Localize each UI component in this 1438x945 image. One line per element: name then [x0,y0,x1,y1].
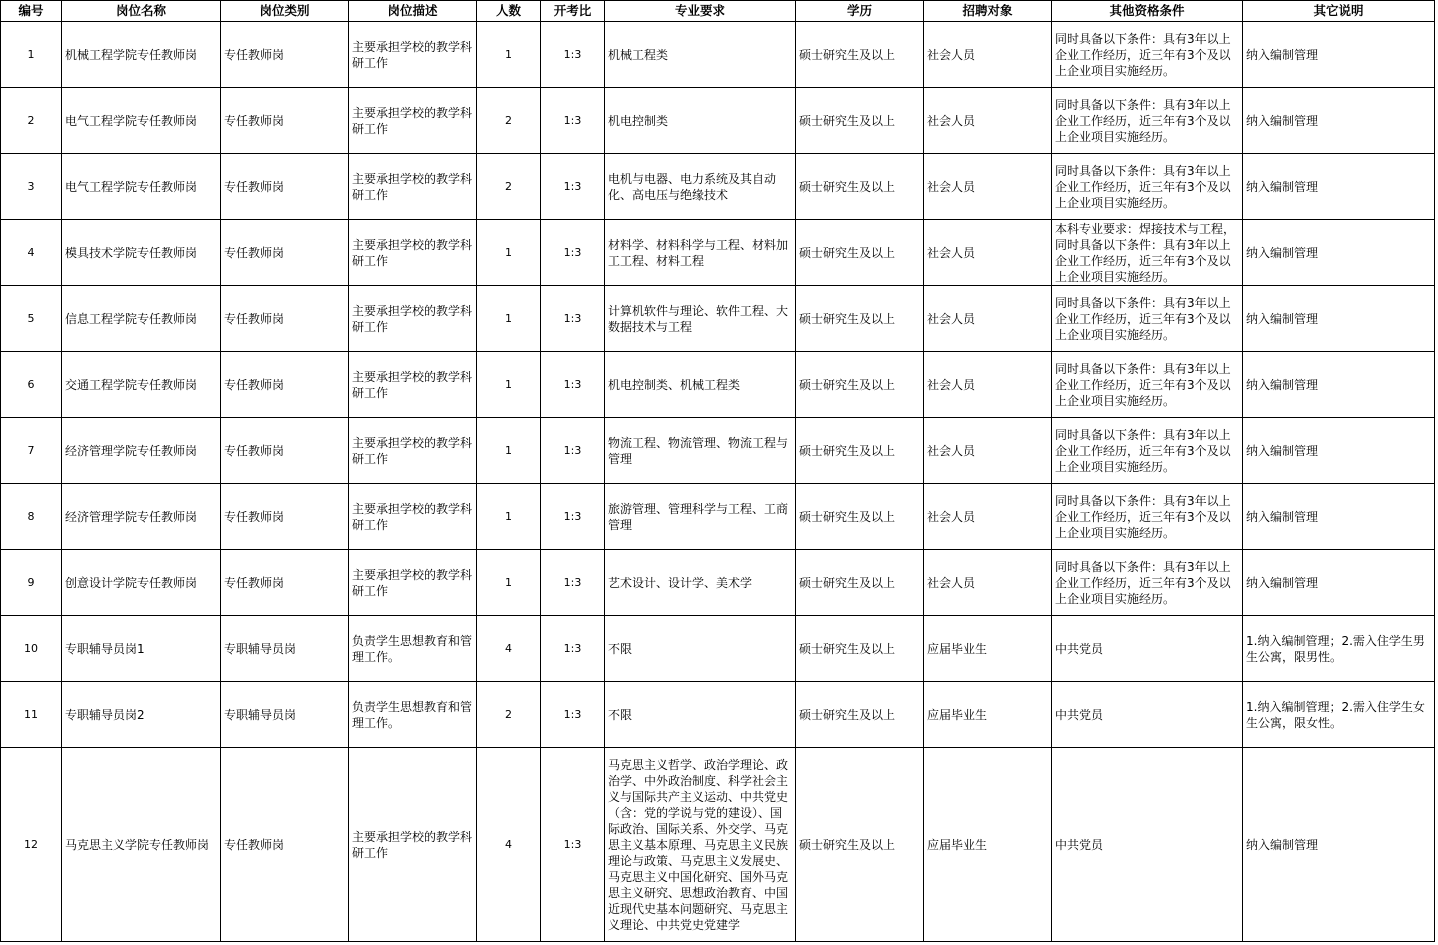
cell-count: 2 [477,154,541,220]
cell-count: 1 [477,352,541,418]
cell-education: 硕士研究生及以上 [796,154,924,220]
cell-position-type: 专任教师岗 [221,484,349,550]
cell-description: 主要承担学校的教学科研工作 [349,418,477,484]
cell-exam-ratio: 1:3 [541,22,605,88]
cell-id: 1 [1,22,62,88]
cell-education: 硕士研究生及以上 [796,484,924,550]
cell-position-name: 马克思主义学院专任教师岗 [62,748,221,942]
cell-position-type: 专任教师岗 [221,22,349,88]
cell-position-type: 专任教师岗 [221,352,349,418]
cell-qualifications: 同时具备以下条件：具有3年以上企业工作经历，近三年有3个及以上企业项目实施经历。 [1052,352,1243,418]
cell-description: 主要承担学校的教学科研工作 [349,352,477,418]
cell-position-name: 专职辅导员岗2 [62,682,221,748]
cell-id: 12 [1,748,62,942]
header-count: 人数 [477,1,541,22]
table-row [1,550,1435,616]
cell-count: 2 [477,682,541,748]
cell-target: 社会人员 [924,88,1052,154]
cell-exam-ratio: 1:3 [541,616,605,682]
cell-position-name: 创意设计学院专任教师岗 [62,550,221,616]
table-row [1,748,1435,942]
cell-exam-ratio: 1:3 [541,682,605,748]
cell-position-type: 专任教师岗 [221,88,349,154]
cell-count: 4 [477,616,541,682]
cell-qualifications: 同时具备以下条件：具有3年以上企业工作经历，近三年有3个及以上企业项目实施经历。 [1052,550,1243,616]
cell-id: 7 [1,418,62,484]
cell-exam-ratio: 1:3 [541,88,605,154]
cell-major: 电机与电器、电力系统及其自动化、高电压与绝缘技术 [605,154,796,220]
cell-notes: 纳入编制管理 [1243,484,1435,550]
cell-id: 10 [1,616,62,682]
table-body [1,22,1435,942]
cell-exam-ratio: 1:3 [541,220,605,286]
cell-description: 主要承担学校的教学科研工作 [349,484,477,550]
cell-id: 8 [1,484,62,550]
cell-qualifications: 中共党员 [1052,682,1243,748]
cell-education: 硕士研究生及以上 [796,682,924,748]
cell-notes: 1.纳入编制管理；2.需入住学生女生公寓，限女性。 [1243,682,1435,748]
cell-target: 社会人员 [924,418,1052,484]
footer-note [0,940,1438,945]
header-exam-ratio: 开考比 [541,1,605,22]
cell-target: 社会人员 [924,220,1052,286]
cell-position-type: 专任教师岗 [221,418,349,484]
header-education: 学历 [796,1,924,22]
table-row [1,616,1435,682]
cell-notes: 纳入编制管理 [1243,286,1435,352]
cell-position-name: 专职辅导员岗1 [62,616,221,682]
cell-qualifications: 同时具备以下条件：具有3年以上企业工作经历，近三年有3个及以上企业项目实施经历。 [1052,154,1243,220]
cell-position-type: 专任教师岗 [221,286,349,352]
header-major: 专业要求 [605,1,796,22]
cell-education: 硕士研究生及以上 [796,22,924,88]
cell-position-name: 模具技术学院专任教师岗 [62,220,221,286]
cell-major: 机械工程类 [605,22,796,88]
cell-education: 硕士研究生及以上 [796,616,924,682]
cell-major: 艺术设计、设计学、美术学 [605,550,796,616]
table-row [1,418,1435,484]
cell-count: 1 [477,418,541,484]
cell-description: 主要承担学校的教学科研工作 [349,550,477,616]
cell-description: 主要承担学校的教学科研工作 [349,88,477,154]
cell-qualifications: 本科专业要求：焊接技术与工程，同时具备以下条件：具有3年以上企业工作经历，近三年有3个及以上企业项目实施经历。 [1052,220,1243,286]
cell-education: 硕士研究生及以上 [796,418,924,484]
cell-qualifications: 同时具备以下条件：具有3年以上企业工作经历，近三年有3个及以上企业项目实施经历。 [1052,22,1243,88]
cell-major: 旅游管理、管理科学与工程、工商管理 [605,484,796,550]
cell-exam-ratio: 1:3 [541,550,605,616]
cell-target: 社会人员 [924,154,1052,220]
cell-notes: 纳入编制管理 [1243,352,1435,418]
cell-count: 1 [477,286,541,352]
header-position-type: 岗位类别 [221,1,349,22]
table-row [1,88,1435,154]
cell-exam-ratio: 1:3 [541,154,605,220]
cell-position-name: 信息工程学院专任教师岗 [62,286,221,352]
cell-description: 主要承担学校的教学科研工作 [349,22,477,88]
cell-id: 2 [1,88,62,154]
cell-position-type: 专任教师岗 [221,550,349,616]
cell-count: 1 [477,220,541,286]
cell-major: 马克思主义哲学、政治学理论、政治学、中外政治制度、科学社会主义与国际共产主义运动、中共党史（含：党的学说与党的建设）、国际政治、国际关系、外交学、马克思主义基本原理、马克思主义民族理论与政策、马克思主义发展史、马克思主义中国化研究、国外马克思主义研究、思想政治教育、中国近现代史基本问题研究、马克思主义理论、中共党史党建学 [605,748,796,942]
cell-notes: 纳入编制管理 [1243,550,1435,616]
cell-target: 社会人员 [924,286,1052,352]
cell-major: 材料学、材料科学与工程、材料加工工程、材料工程 [605,220,796,286]
cell-qualifications: 同时具备以下条件：具有3年以上企业工作经历，近三年有3个及以上企业项目实施经历。 [1052,484,1243,550]
cell-major: 不限 [605,616,796,682]
cell-position-type: 专任教师岗 [221,220,349,286]
cell-notes: 纳入编制管理 [1243,22,1435,88]
cell-id: 5 [1,286,62,352]
cell-position-name: 机械工程学院专任教师岗 [62,22,221,88]
cell-education: 硕士研究生及以上 [796,748,924,942]
cell-qualifications: 中共党员 [1052,748,1243,942]
cell-target: 应届毕业生 [924,682,1052,748]
cell-position-type: 专任教师岗 [221,154,349,220]
cell-notes: 纳入编制管理 [1243,418,1435,484]
cell-id: 9 [1,550,62,616]
cell-education: 硕士研究生及以上 [796,286,924,352]
cell-qualifications: 中共党员 [1052,616,1243,682]
cell-qualifications: 同时具备以下条件：具有3年以上企业工作经历，近三年有3个及以上企业项目实施经历。 [1052,286,1243,352]
cell-exam-ratio: 1:3 [541,484,605,550]
cell-position-name: 经济管理学院专任教师岗 [62,484,221,550]
cell-exam-ratio: 1:3 [541,748,605,942]
cell-notes: 纳入编制管理 [1243,154,1435,220]
table-row [1,286,1435,352]
header-target: 招聘对象 [924,1,1052,22]
table-row [1,154,1435,220]
cell-target: 社会人员 [924,22,1052,88]
table-row [1,352,1435,418]
cell-exam-ratio: 1:3 [541,418,605,484]
table-row [1,22,1435,88]
cell-id: 3 [1,154,62,220]
cell-count: 1 [477,484,541,550]
cell-position-type: 专任教师岗 [221,748,349,942]
header-row [1,1,1435,22]
cell-qualifications: 同时具备以下条件：具有3年以上企业工作经历，近三年有3个及以上企业项目实施经历。 [1052,88,1243,154]
cell-count: 1 [477,22,541,88]
cell-major: 机电控制类、机械工程类 [605,352,796,418]
cell-notes: 1.纳入编制管理；2.需入住学生男生公寓，限男性。 [1243,616,1435,682]
cell-education: 硕士研究生及以上 [796,88,924,154]
cell-position-name: 电气工程学院专任教师岗 [62,88,221,154]
cell-description: 负责学生思想教育和管理工作。 [349,682,477,748]
cell-target: 社会人员 [924,484,1052,550]
cell-description: 负责学生思想教育和管理工作。 [349,616,477,682]
cell-major: 不限 [605,682,796,748]
cell-count: 1 [477,550,541,616]
table-row [1,484,1435,550]
cell-description: 主要承担学校的教学科研工作 [349,154,477,220]
cell-education: 硕士研究生及以上 [796,550,924,616]
cell-notes: 纳入编制管理 [1243,220,1435,286]
header-qualifications: 其他资格条件 [1052,1,1243,22]
cell-notes: 纳入编制管理 [1243,748,1435,942]
header-id: 编号 [1,1,62,22]
cell-notes: 纳入编制管理 [1243,88,1435,154]
cell-id: 6 [1,352,62,418]
table-row [1,220,1435,286]
cell-education: 硕士研究生及以上 [796,220,924,286]
cell-position-name: 经济管理学院专任教师岗 [62,418,221,484]
cell-qualifications: 同时具备以下条件：具有3年以上企业工作经历，近三年有3个及以上企业项目实施经历。 [1052,418,1243,484]
table-row [1,682,1435,748]
header-position-name: 岗位名称 [62,1,221,22]
cell-target: 应届毕业生 [924,616,1052,682]
cell-count: 2 [477,88,541,154]
cell-id: 11 [1,682,62,748]
cell-description: 主要承担学校的教学科研工作 [349,220,477,286]
cell-count: 4 [477,748,541,942]
cell-major: 机电控制类 [605,88,796,154]
cell-id: 4 [1,220,62,286]
cell-target: 社会人员 [924,550,1052,616]
cell-education: 硕士研究生及以上 [796,352,924,418]
cell-position-name: 交通工程学院专任教师岗 [62,352,221,418]
cell-major: 物流工程、物流管理、物流工程与管理 [605,418,796,484]
cell-position-type: 专职辅导员岗 [221,682,349,748]
cell-major: 计算机软件与理论、软件工程、大数据技术与工程 [605,286,796,352]
cell-target: 应届毕业生 [924,748,1052,942]
cell-description: 主要承担学校的教学科研工作 [349,286,477,352]
header-description: 岗位描述 [349,1,477,22]
cell-position-type: 专职辅导员岗 [221,616,349,682]
header-notes: 其它说明 [1243,1,1435,22]
cell-description: 主要承担学校的教学科研工作 [349,748,477,942]
cell-exam-ratio: 1:3 [541,286,605,352]
cell-exam-ratio: 1:3 [541,352,605,418]
cell-target: 社会人员 [924,352,1052,418]
cell-position-name: 电气工程学院专任教师岗 [62,154,221,220]
